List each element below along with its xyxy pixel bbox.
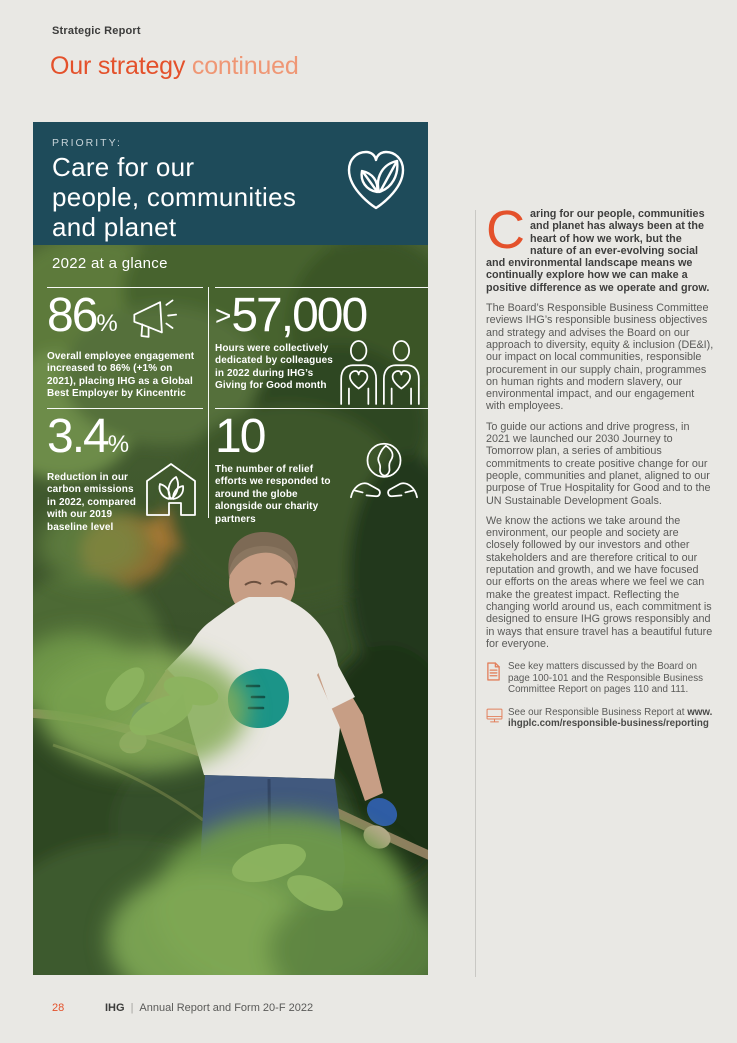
body-paragraph: To guide our actions and drive progress, in 2021 we launched our 2030 Journey to Tomorrow plan, a series of ambitious commitments to create positive change for our people, communities and planet, aligned to our purpose of True Hospitality for Good and to the UN Sustainable Development Goals. <box>486 420 711 507</box>
stat-value: 10 <box>215 410 265 463</box>
stat-value: 3.4% <box>47 410 130 463</box>
priority-label: PRIORITY: <box>52 137 122 149</box>
glance-heading: 2022 at a glance <box>52 255 168 272</box>
body-paragraph: The Board’s Responsible Business Committee reviews IHG’s responsible business objectives and strategy and advises the Board on our approach to diversity, equity & inclusion (DE&I), our impact on local communities, responsible procurement in our supply chain, programmes on human rights and modern slavery, our environmental impact, and our engagement with employees. <box>486 302 714 413</box>
article-column <box>486 200 714 730</box>
monitor-icon <box>486 708 503 723</box>
eco-home-icon <box>139 455 203 519</box>
report-title: Annual Report and Form 20-F 2022 <box>139 1002 314 1014</box>
people-hearts-icon <box>339 340 421 406</box>
document-icon <box>486 662 501 681</box>
section-eyebrow: Strategic Report <box>52 25 141 37</box>
stat-caption: Hours were collectively dedicated by colleagues in 2022 during IHG’s Giving for Good month <box>215 343 333 392</box>
heart-leaves-icon <box>341 146 411 216</box>
glance-stats <box>47 287 428 534</box>
brand-ihg: IHG <box>105 1002 125 1014</box>
column-divider <box>475 210 476 977</box>
body-paragraph: We know the actions we take around the environment, our people and society are closely followed by our investors and other stakeholders and are therefore critical to our reputation and growth, and we have focused our efforts on the areas where we feel we can make the greatest impact. Reflecting the changing world around us, each commitment is designed to ensure IHG grows responsibly and in ways that ensure travel has a beautiful future for everyone. <box>486 514 713 650</box>
priority-banner <box>33 122 428 245</box>
note-text: See key matters discussed by the Board on page 100-101 and the Responsible Business Committee Report on pages 110 and 111. <box>508 661 703 696</box>
volunteer-photo <box>33 245 428 975</box>
dropcap: C <box>486 200 525 260</box>
responsible-business-link[interactable]: www.ihgplc.com/responsible-business/reporting <box>508 706 713 730</box>
page-title-main: Our strategy <box>50 52 186 80</box>
stat-employee-engagement <box>47 287 203 408</box>
stat-caption: The number of relief efforts we responded to around the globe alongside our charity partners <box>215 464 331 525</box>
stat-caption: Overall employee engagement increased to 86% (+1% on 2021), placing IHG as a Global Best Employer by Kincentric <box>47 351 195 400</box>
megaphone-icon <box>126 296 180 344</box>
page-footer <box>52 1002 692 1014</box>
stat-volunteer-hours <box>215 287 428 408</box>
stats-divider <box>208 287 209 518</box>
stat-value: >57,000 <box>215 289 367 342</box>
stat-relief-efforts <box>215 408 428 534</box>
stat-value: 86% <box>47 289 118 342</box>
page-number: 28 <box>52 1002 65 1014</box>
cross-reference-note <box>486 661 714 696</box>
stat-carbon-reduction <box>47 408 203 534</box>
globe-hands-icon <box>347 437 421 507</box>
priority-title: Care for our people, communities and planet <box>52 152 297 242</box>
stat-caption: Reduction in our carbon emissions in 2022, compared with our 2019 baseline level <box>47 472 136 533</box>
web-report-note <box>486 707 714 730</box>
note-text: See our Responsible Business Report at www.ihgplc.com/responsible-business/reporting <box>508 706 713 730</box>
intro-paragraph: Caring for our people, communities and planet has always been at the heart of how we work, but the nature of an ever-evolving social and environmental landscape means we continually explore how we can make a positive difference as we operate and grow. <box>486 200 710 294</box>
page-title: Our strategy continued <box>50 52 299 80</box>
footer-separator: | <box>130 1002 134 1014</box>
